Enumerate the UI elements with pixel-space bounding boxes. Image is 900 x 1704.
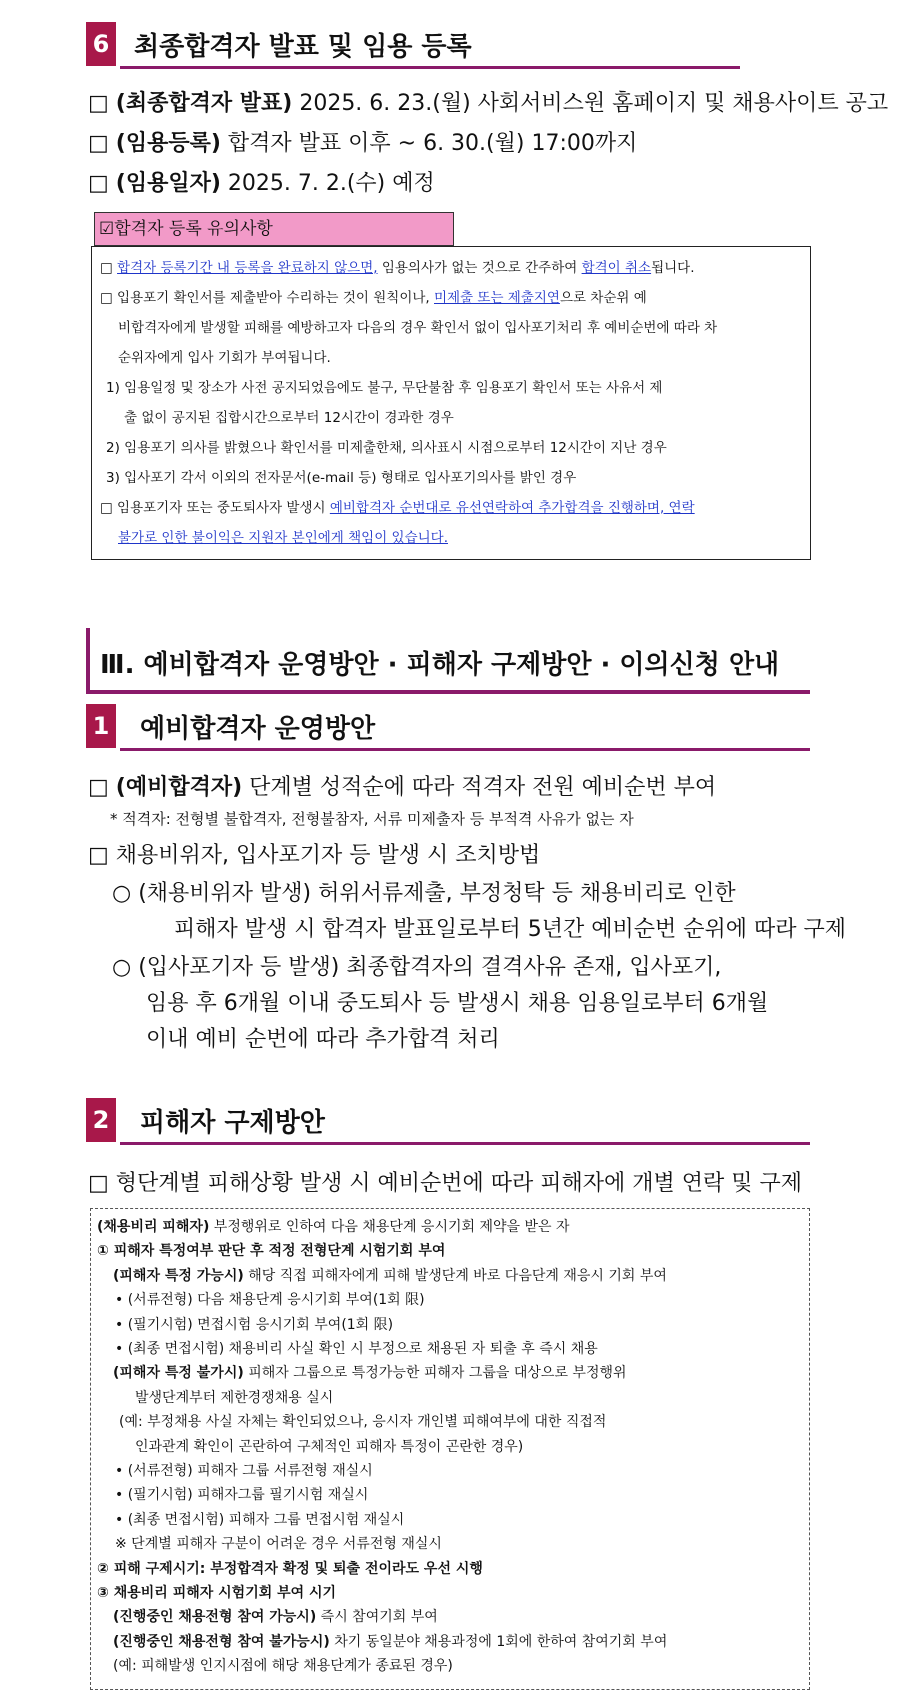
list-item: □ (임용일자) 2025. 7. 2.(수) 예정	[88, 171, 435, 196]
box-line-text: 피해자 그룹으로 특정가능한 피해자 그룹을 대상으로 부정행위	[243, 1365, 627, 1382]
section-title: 예비합격자 운영방안	[140, 714, 376, 744]
notice-line: 2) 임용포기 의사를 밝혔으나 확인서를 미제출한채, 의사표시 시점으로부터 12시간이 지난 경우	[106, 440, 667, 456]
list-item: □ 형단계별 피해상황 발생 시 예비순번에 따라 피해자에 개별 연락 및 구제	[88, 1171, 803, 1196]
section-title: 최종합격자 발표 및 임용 등록	[134, 32, 472, 62]
victim-remedy-box	[90, 1208, 810, 1690]
box-line	[97, 1581, 336, 1605]
box-line-bold: (채용비리 피해자)	[97, 1219, 210, 1235]
box-line	[135, 1386, 333, 1410]
box-line-bold: ③ 채용비리 피해자 시험기회 부여 시기	[97, 1585, 337, 1601]
notice-line: □ 임용포기자 또는 중도퇴사자 발생시 예비합격자 순번대로 유선연락하여 추가합격을 진행하며, 연락	[100, 500, 695, 516]
box-line	[115, 1288, 425, 1312]
notice-line: 순위자에게 입사 기회가 부여됩니다.	[118, 350, 331, 366]
notice-title-tab: ☑합격자 등록 유의사항	[94, 212, 454, 246]
section-number-badge: 6	[86, 22, 116, 66]
box-line-text: • (최종 면접시험) 채용비리 사실 확인 시 부정으로 채용된 자 퇴출 후 즉시 채용	[115, 1341, 598, 1357]
part-underline	[86, 690, 810, 694]
section-number-badge: 2	[86, 1098, 116, 1142]
sub-item: ○ (입사포기자 등 발생) 최종합격자의 결격사유 존재, 입사포기,	[112, 955, 722, 980]
box-line-text: 해당 직접 피해자에게 피해 발생단계 바로 다음단계 재응시 기회 부여	[243, 1267, 667, 1284]
box-line-bold: (진행중인 채용전형 참여 가능시)	[113, 1609, 317, 1626]
box-line-text: 인과관계 확인이 곤란하여 구체적인 피해자 특정이 곤란한 경우)	[135, 1438, 524, 1455]
section-underline	[120, 748, 810, 751]
box-line-text: • (서류전형) 피해자 그룹 서류전형 재실시	[115, 1463, 373, 1479]
box-line-text: 발생단계부터 제한경쟁채용 실시	[135, 1389, 334, 1406]
notice-line: □ 합격자 등록기간 내 등록을 완료하지 않으면, 임용의사가 없는 것으로 간주하여 합격이 취소됩니다.	[100, 260, 695, 276]
box-line	[113, 1654, 453, 1678]
box-line	[135, 1435, 523, 1459]
list-item: □ (임용등록) 합격자 발표 이후 ~ 6. 30.(월) 17:00까지	[88, 131, 638, 156]
notice-box	[91, 246, 811, 560]
box-line-text: • (필기시험) 피해자그룹 필기시험 재실시	[115, 1487, 369, 1504]
box-line-text: 즉시 참여기회 부여	[316, 1609, 438, 1626]
box-line-bold: ① 피해자 특정여부 판단 후 적정 전형단계 시험기회 부여	[97, 1243, 446, 1260]
list-item: □ 채용비위자, 입사포기자 등 발생 시 조치방법	[88, 843, 541, 868]
notice-line: 1) 임용일정 및 장소가 사전 공지되었음에도 불구, 무단불참 후 임용포기 확인서 또는 사유서 제	[106, 380, 663, 396]
box-line	[115, 1459, 373, 1483]
box-line	[113, 1605, 438, 1629]
box-line-text: 차기 동일분야 채용과정에 1회에 한하여 참여기회 부여	[329, 1633, 668, 1650]
box-line-bold: ② 피해 구제시기: 부정합격자 확정 및 퇴출 전이라도 우선 시행	[97, 1560, 483, 1577]
sub-item: ○ (채용비위자 발생) 허위서류제출, 부정청탁 등 채용비리로 인한	[112, 881, 736, 906]
section-underline	[120, 1142, 810, 1145]
notice-line: 비합격자에게 발생할 피해를 예방하고자 다음의 경우 확인서 없이 입사포기처리 후 예비순번에 따라 차	[118, 320, 718, 336]
box-line-text: (예: 피해발생 인지시점에 해당 채용단계가 종료된 경우)	[113, 1658, 453, 1675]
part-left-bar	[86, 628, 90, 692]
section-title: 피해자 구제방안	[140, 1108, 325, 1138]
box-line	[113, 1630, 667, 1654]
sub-item: 피해자 발생 시 합격자 발표일로부터 5년간 예비순번 순위에 따라 구제	[174, 917, 846, 942]
section-number-badge: 1	[86, 704, 116, 748]
box-line-bold: (피해자 특정 불가시)	[113, 1365, 244, 1382]
notice-line: □ 입용포기 확인서를 제출받아 수리하는 것이 원칙이나, 미제출 또는 제출지연으로 차순위 예	[100, 290, 647, 306]
box-line-bold: (진행중인 채용전형 참여 불가능시)	[113, 1633, 330, 1650]
box-line	[115, 1532, 442, 1556]
box-line	[97, 1239, 445, 1263]
notice-line: 불가로 인한 불이익은 지원자 본인에게 책임이 있습니다.	[118, 530, 448, 546]
box-line-bold: (피해자 특정 가능시)	[113, 1267, 244, 1284]
notice-line: 출 없이 공지된 집합시간으로부터 12시간이 경과한 경우	[124, 410, 454, 426]
box-line	[97, 1557, 483, 1581]
box-line	[113, 1264, 667, 1288]
list-item: □ (최종합격자 발표) 2025. 6. 23.(월) 사회서비스원 홈페이지 및 채용사이트 공고	[88, 91, 889, 116]
list-item: □ (예비합격자) 단계별 성적순에 따라 적격자 전원 예비순번 부여	[88, 775, 717, 800]
box-line-text: • (필기시험) 면접시험 응시기회 부여(1회 限)	[115, 1316, 394, 1333]
box-line	[115, 1313, 393, 1337]
box-line-text: 부정행위로 인하여 다음 채용단계 응시기회 제약을 받은 자	[209, 1219, 570, 1235]
part-title: Ⅲ. 예비합격자 운영방안 · 피해자 구제방안 · 이의신청 안내	[100, 650, 780, 680]
sub-item: 이내 예비 순번에 따라 추가합격 처리	[146, 1027, 500, 1052]
box-line-text: • (최종 면접시험) 피해자 그룹 면접시험 재실시	[115, 1511, 405, 1528]
box-line	[115, 1508, 404, 1532]
box-line-text: ※ 단계별 피해자 구분이 어려운 경우 서류전형 재실시	[115, 1536, 442, 1553]
notice-line: 3) 입사포기 각서 이외의 전자문서(e-mail 등) 형태로 입사포기의사를 밝인 경우	[106, 470, 577, 486]
box-line	[97, 1215, 570, 1239]
box-line-text: (예: 부정채용 사실 자체는 확인되었으나, 응시자 개인별 피해여부에 대한 직접적	[119, 1414, 607, 1431]
box-line-text: • (서류전형) 다음 채용단계 응시기회 부여(1회 限)	[115, 1292, 425, 1309]
box-line	[115, 1337, 598, 1361]
sub-item: 임용 후 6개월 이내 중도퇴사 등 발생시 채용 임용일로부터 6개월	[146, 991, 769, 1016]
footnote: * 적격자: 전형별 불합격자, 전형불참자, 서류 미제출자 등 부적격 사유가 없는 자	[110, 810, 634, 828]
box-line	[115, 1483, 368, 1507]
box-line	[113, 1361, 627, 1385]
box-line	[119, 1410, 606, 1434]
section-underline	[120, 66, 740, 69]
